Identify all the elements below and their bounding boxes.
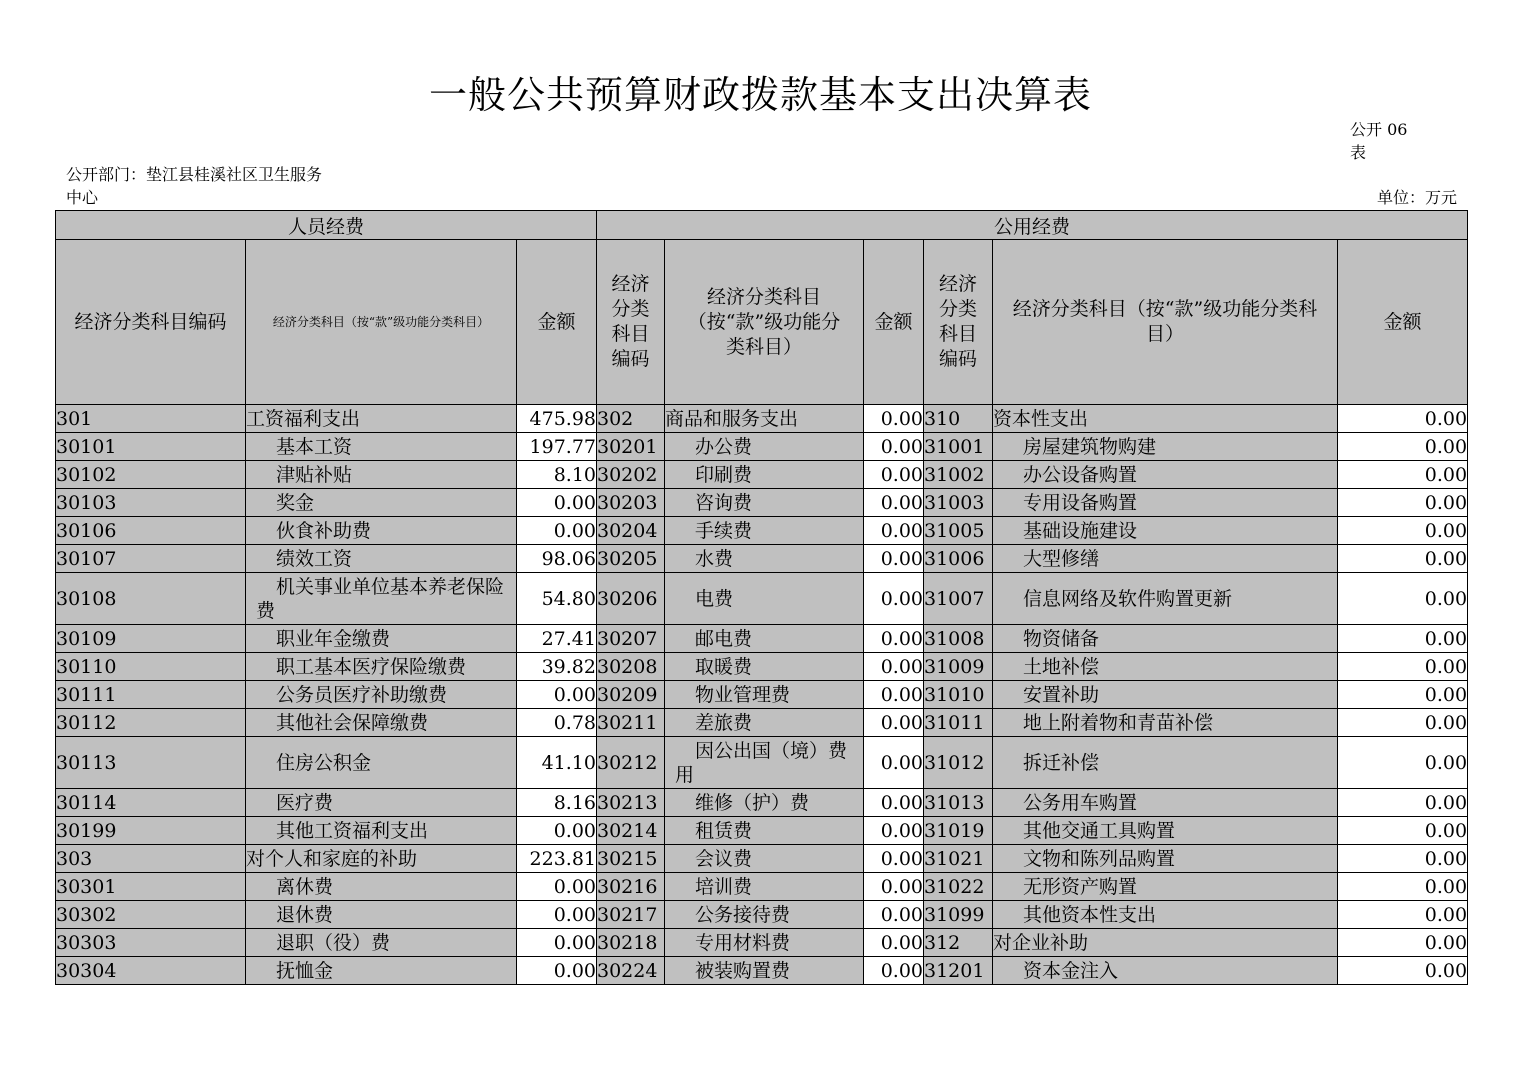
amount-cell: 0.00 bbox=[864, 625, 924, 653]
table-row bbox=[56, 653, 1468, 681]
code-cell: 312 bbox=[924, 929, 993, 957]
code-cell: 31201 bbox=[924, 957, 993, 985]
amount-cell: 0.00 bbox=[864, 901, 924, 929]
name-cell: 工资福利支出 bbox=[246, 405, 517, 433]
table-row bbox=[56, 737, 1468, 789]
page-title: 一般公共预算财政拨款基本支出决算表 bbox=[428, 73, 1092, 117]
code-cell: 30201 bbox=[597, 433, 665, 461]
name-cell: 差旅费 bbox=[665, 709, 864, 737]
amount-cell: 8.10 bbox=[517, 461, 597, 489]
code-cell: 30101 bbox=[56, 433, 246, 461]
name-cell: 咨询费 bbox=[665, 489, 864, 517]
name-cell: 租赁费 bbox=[665, 817, 864, 845]
amount-cell: 223.81 bbox=[517, 845, 597, 873]
code-cell: 30209 bbox=[597, 681, 665, 709]
code-cell: 30112 bbox=[56, 709, 246, 737]
name-cell: 专用材料费 bbox=[665, 929, 864, 957]
amount-cell: 0.00 bbox=[517, 489, 597, 517]
name-cell: 公务用车购置 bbox=[993, 789, 1338, 817]
header-amount-personnel: 金额 bbox=[517, 240, 597, 405]
name-cell: 手续费 bbox=[665, 517, 864, 545]
table-row bbox=[56, 845, 1468, 873]
name-cell: 专用设备购置 bbox=[993, 489, 1338, 517]
amount-cell: 0.00 bbox=[1338, 545, 1468, 573]
code-cell: 30217 bbox=[597, 901, 665, 929]
code-cell: 30108 bbox=[56, 573, 246, 625]
header-amount-public1: 金额 bbox=[864, 240, 924, 405]
code-cell: 303 bbox=[56, 845, 246, 873]
name-cell: 物资储备 bbox=[993, 625, 1338, 653]
name-cell: 绩效工资 bbox=[246, 545, 517, 573]
name-cell: 因公出国（境）费用 bbox=[665, 737, 864, 789]
name-cell: 会议费 bbox=[665, 845, 864, 873]
code-cell: 30216 bbox=[597, 873, 665, 901]
name-cell: 职工基本医疗保险缴费 bbox=[246, 653, 517, 681]
table-body bbox=[56, 405, 1468, 985]
name-cell: 退休费 bbox=[246, 901, 517, 929]
code-cell: 31001 bbox=[924, 433, 993, 461]
amount-cell: 27.41 bbox=[517, 625, 597, 653]
code-cell: 31008 bbox=[924, 625, 993, 653]
code-cell: 30111 bbox=[56, 681, 246, 709]
amount-cell: 0.00 bbox=[1338, 817, 1468, 845]
amount-cell: 8.16 bbox=[517, 789, 597, 817]
code-cell: 31022 bbox=[924, 873, 993, 901]
table-row bbox=[56, 901, 1468, 929]
code-cell: 30205 bbox=[597, 545, 665, 573]
amount-cell: 0.00 bbox=[1338, 461, 1468, 489]
amount-cell: 0.00 bbox=[864, 789, 924, 817]
header-name-public2: 经济分类科目（按“款”级功能分类科目） bbox=[993, 240, 1338, 405]
name-cell: 培训费 bbox=[665, 873, 864, 901]
table-row bbox=[56, 929, 1468, 957]
name-cell: 物业管理费 bbox=[665, 681, 864, 709]
code-cell: 30224 bbox=[597, 957, 665, 985]
amount-cell: 0.78 bbox=[517, 709, 597, 737]
amount-cell: 0.00 bbox=[517, 901, 597, 929]
code-cell: 31002 bbox=[924, 461, 993, 489]
amount-cell: 0.00 bbox=[1338, 489, 1468, 517]
name-cell: 机关事业单位基本养老保险费 bbox=[246, 573, 517, 625]
table-row bbox=[56, 709, 1468, 737]
code-cell: 31006 bbox=[924, 545, 993, 573]
name-cell: 公务员医疗补助缴费 bbox=[246, 681, 517, 709]
amount-cell: 41.10 bbox=[517, 737, 597, 789]
code-cell: 31010 bbox=[924, 681, 993, 709]
code-cell: 30218 bbox=[597, 929, 665, 957]
code-cell: 31021 bbox=[924, 845, 993, 873]
name-cell: 邮电费 bbox=[665, 625, 864, 653]
amount-cell: 0.00 bbox=[864, 737, 924, 789]
code-cell: 30204 bbox=[597, 517, 665, 545]
amount-cell: 0.00 bbox=[864, 433, 924, 461]
section-personnel: 人员经费 bbox=[56, 211, 597, 240]
code-cell: 30110 bbox=[56, 653, 246, 681]
code-cell: 31099 bbox=[924, 901, 993, 929]
amount-cell: 0.00 bbox=[517, 929, 597, 957]
name-cell: 地上附着物和青苗补偿 bbox=[993, 709, 1338, 737]
amount-cell: 0.00 bbox=[1338, 681, 1468, 709]
table-row bbox=[56, 461, 1468, 489]
amount-cell: 0.00 bbox=[517, 681, 597, 709]
amount-cell: 0.00 bbox=[864, 489, 924, 517]
name-cell: 被装购置费 bbox=[665, 957, 864, 985]
header-amount-public2: 金额 bbox=[1338, 240, 1468, 405]
code-cell: 31003 bbox=[924, 489, 993, 517]
name-cell: 其他交通工具购置 bbox=[993, 817, 1338, 845]
table-row bbox=[56, 573, 1468, 625]
table-row bbox=[56, 625, 1468, 653]
name-cell: 抚恤金 bbox=[246, 957, 517, 985]
table-row bbox=[56, 405, 1468, 433]
code-cell: 31007 bbox=[924, 573, 993, 625]
name-cell: 基础设施建设 bbox=[993, 517, 1338, 545]
header-code-public2: 经济分类科目编码 bbox=[924, 240, 993, 405]
table-row bbox=[56, 789, 1468, 817]
name-cell: 对个人和家庭的补助 bbox=[246, 845, 517, 873]
form-number-line2: 表 bbox=[1350, 143, 1367, 162]
code-cell: 30302 bbox=[56, 901, 246, 929]
code-cell: 30109 bbox=[56, 625, 246, 653]
amount-cell: 39.82 bbox=[517, 653, 597, 681]
amount-cell: 0.00 bbox=[864, 957, 924, 985]
code-cell: 30103 bbox=[56, 489, 246, 517]
code-cell: 30208 bbox=[597, 653, 665, 681]
name-cell: 水费 bbox=[665, 545, 864, 573]
amount-cell: 0.00 bbox=[864, 873, 924, 901]
code-cell: 31011 bbox=[924, 709, 993, 737]
name-cell: 取暖费 bbox=[665, 653, 864, 681]
code-cell: 30207 bbox=[597, 625, 665, 653]
code-cell: 30303 bbox=[56, 929, 246, 957]
name-cell: 住房公积金 bbox=[246, 737, 517, 789]
header-code-public1: 经济分类科目编码 bbox=[597, 240, 665, 405]
amount-cell: 0.00 bbox=[517, 817, 597, 845]
amount-cell: 0.00 bbox=[1338, 653, 1468, 681]
code-cell: 30304 bbox=[56, 957, 246, 985]
amount-cell: 0.00 bbox=[1338, 737, 1468, 789]
amount-cell: 0.00 bbox=[1338, 517, 1468, 545]
name-cell: 土地补偿 bbox=[993, 653, 1338, 681]
name-cell: 公务接待费 bbox=[665, 901, 864, 929]
name-cell: 资本金注入 bbox=[993, 957, 1338, 985]
name-cell: 维修（护）费 bbox=[665, 789, 864, 817]
name-cell: 房屋建筑物购建 bbox=[993, 433, 1338, 461]
amount-cell: 0.00 bbox=[1338, 625, 1468, 653]
name-cell: 信息网络及软件购置更新 bbox=[993, 573, 1338, 625]
header-code: 经济分类科目编码 bbox=[56, 240, 246, 405]
code-cell: 30214 bbox=[597, 817, 665, 845]
amount-cell: 0.00 bbox=[1338, 405, 1468, 433]
amount-cell: 0.00 bbox=[1338, 957, 1468, 985]
form-number-line1: 公开 06 bbox=[1350, 120, 1408, 139]
amount-cell: 0.00 bbox=[864, 545, 924, 573]
code-cell: 30206 bbox=[597, 573, 665, 625]
code-cell: 31009 bbox=[924, 653, 993, 681]
table-row bbox=[56, 681, 1468, 709]
header-name-personnel: 经济分类科目（按“款”级功能分类科目） bbox=[246, 240, 517, 405]
amount-cell: 0.00 bbox=[1338, 845, 1468, 873]
name-cell: 奖金 bbox=[246, 489, 517, 517]
name-cell: 基本工资 bbox=[246, 433, 517, 461]
code-cell: 30106 bbox=[56, 517, 246, 545]
amount-cell: 0.00 bbox=[1338, 789, 1468, 817]
name-cell: 文物和陈列品购置 bbox=[993, 845, 1338, 873]
name-cell: 拆迁补偿 bbox=[993, 737, 1338, 789]
amount-cell: 0.00 bbox=[864, 709, 924, 737]
code-cell: 30114 bbox=[56, 789, 246, 817]
amount-cell: 0.00 bbox=[864, 573, 924, 625]
code-cell: 30199 bbox=[56, 817, 246, 845]
amount-cell: 0.00 bbox=[864, 517, 924, 545]
name-cell: 伙食补助费 bbox=[246, 517, 517, 545]
name-cell: 医疗费 bbox=[246, 789, 517, 817]
name-cell: 电费 bbox=[665, 573, 864, 625]
budget-table bbox=[55, 210, 1468, 985]
table-row bbox=[56, 873, 1468, 901]
name-cell: 大型修缮 bbox=[993, 545, 1338, 573]
amount-cell: 98.06 bbox=[517, 545, 597, 573]
amount-cell: 54.80 bbox=[517, 573, 597, 625]
name-cell: 退职（役）费 bbox=[246, 929, 517, 957]
amount-cell: 0.00 bbox=[864, 461, 924, 489]
unit-label: 单位：万元 bbox=[1376, 188, 1457, 207]
amount-cell: 0.00 bbox=[864, 845, 924, 873]
amount-cell: 0.00 bbox=[864, 405, 924, 433]
name-cell: 对企业补助 bbox=[993, 929, 1338, 957]
name-cell: 离休费 bbox=[246, 873, 517, 901]
header-name-public1: 经济分类科目（按“款”级功能分类科目） bbox=[665, 240, 864, 405]
amount-cell: 0.00 bbox=[517, 873, 597, 901]
amount-cell: 0.00 bbox=[1338, 873, 1468, 901]
name-cell: 资本性支出 bbox=[993, 405, 1338, 433]
code-cell: 30113 bbox=[56, 737, 246, 789]
code-cell: 30212 bbox=[597, 737, 665, 789]
name-cell: 其他资本性支出 bbox=[993, 901, 1338, 929]
table-row bbox=[56, 433, 1468, 461]
department-line1: 公开部门：垫江县桂溪社区卫生服务 bbox=[66, 165, 323, 184]
code-cell: 30213 bbox=[597, 789, 665, 817]
code-cell: 30102 bbox=[56, 461, 246, 489]
amount-cell: 197.77 bbox=[517, 433, 597, 461]
name-cell: 办公费 bbox=[665, 433, 864, 461]
name-cell: 办公设备购置 bbox=[993, 461, 1338, 489]
name-cell: 其他社会保障缴费 bbox=[246, 709, 517, 737]
code-cell: 30203 bbox=[597, 489, 665, 517]
amount-cell: 0.00 bbox=[1338, 709, 1468, 737]
code-cell: 30211 bbox=[597, 709, 665, 737]
amount-cell: 0.00 bbox=[1338, 433, 1468, 461]
department-label bbox=[66, 163, 366, 209]
table-row bbox=[56, 489, 1468, 517]
name-cell: 职业年金缴费 bbox=[246, 625, 517, 653]
code-cell: 302 bbox=[597, 405, 665, 433]
form-number bbox=[1350, 118, 1420, 164]
department-line2: 中心 bbox=[66, 188, 99, 207]
name-cell: 印刷费 bbox=[665, 461, 864, 489]
amount-cell: 0.00 bbox=[864, 817, 924, 845]
code-cell: 301 bbox=[56, 405, 246, 433]
code-cell: 31005 bbox=[924, 517, 993, 545]
name-cell: 津贴补贴 bbox=[246, 461, 517, 489]
table-row bbox=[56, 817, 1468, 845]
table-row bbox=[56, 545, 1468, 573]
amount-cell: 0.00 bbox=[1338, 573, 1468, 625]
amount-cell: 0.00 bbox=[864, 929, 924, 957]
amount-cell: 0.00 bbox=[864, 681, 924, 709]
code-cell: 31013 bbox=[924, 789, 993, 817]
name-cell: 安置补助 bbox=[993, 681, 1338, 709]
amount-cell: 0.00 bbox=[517, 517, 597, 545]
amount-cell: 0.00 bbox=[864, 653, 924, 681]
code-cell: 31012 bbox=[924, 737, 993, 789]
section-public: 公用经费 bbox=[597, 211, 1468, 240]
amount-cell: 0.00 bbox=[1338, 929, 1468, 957]
amount-cell: 475.98 bbox=[517, 405, 597, 433]
amount-cell: 0.00 bbox=[517, 957, 597, 985]
amount-cell: 0.00 bbox=[1338, 901, 1468, 929]
code-cell: 30107 bbox=[56, 545, 246, 573]
table-row bbox=[56, 517, 1468, 545]
code-cell: 310 bbox=[924, 405, 993, 433]
name-cell: 其他工资福利支出 bbox=[246, 817, 517, 845]
name-cell: 商品和服务支出 bbox=[665, 405, 864, 433]
code-cell: 31019 bbox=[924, 817, 993, 845]
code-cell: 30202 bbox=[597, 461, 665, 489]
code-cell: 30215 bbox=[597, 845, 665, 873]
name-cell: 无形资产购置 bbox=[993, 873, 1338, 901]
table-row bbox=[56, 957, 1468, 985]
code-cell: 30301 bbox=[56, 873, 246, 901]
